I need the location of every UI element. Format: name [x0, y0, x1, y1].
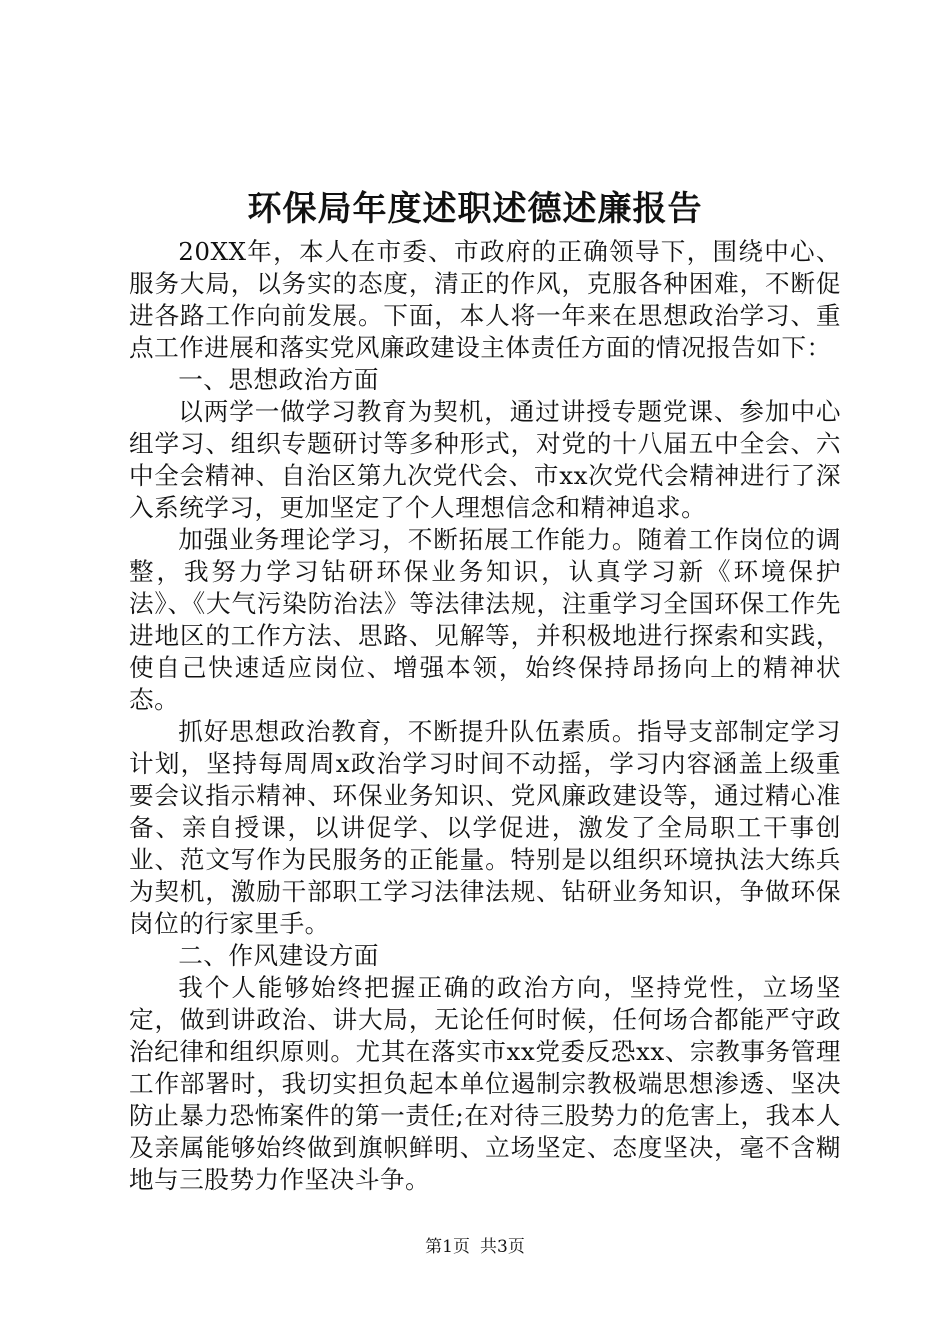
paragraph-political-education: 抓好思想政治教育，不断提升队伍素质。指导支部制定学习计划，坚持每周周x政治学习时间不动摇，学习内容涵盖上级重要会议指示精神、环保业务知识、党风廉政建设等，通过精心准备、亲自授课，以讲促学、以学促进，激发了全局职工干事创业、范文写作为民服务的正能量。特别是以组织环境执法大练兵为契机，激励干部职工学习法律法规、钻研业务知识，争做环保岗位的行家里手。: [129, 717, 841, 938]
paragraph-study: 以两学一做学习教育为契机，通过讲授专题党课、参加中心组学习、组织专题研讨等多种形式，对党的十八届五中全会、六中全会精神、自治区第九次党代会、市xx次党代会精神进行了深入系统学习，更加坚定了个人理想信念和精神追求。: [129, 397, 841, 522]
page-number: 第1页: [425, 1237, 470, 1257]
document-title: 环保局年度述职述德述廉报告: [247, 189, 703, 229]
page-total: 共3页: [480, 1237, 525, 1257]
paragraph-intro: 20XX年，本人在市委、市政府的正确领导下，围绕中心、服务大局，以务实的态度，清正的作风，克服各种困难，不断促进各路工作向前发展。下面，本人将一年来在思想政治学习、重点工作进展和落实党风廉政建设主体责任方面的情况报告如下：: [129, 237, 841, 362]
document-body: [129, 236, 841, 1196]
section-heading-ideology: 一、思想政治方面: [178, 365, 379, 394]
section-heading-work-style: 二、作风建设方面: [178, 941, 379, 970]
page-footer: [0, 1236, 950, 1258]
paragraph-political-direction: 我个人能够始终把握正确的政治方向，坚持党性，立场坚定，做到讲政治、讲大局，无论任何时候，任何场合都能严守政治纪律和组织原则。尤其在落实市xx党委反恐xx、宗教事务管理工作部署时，我切实担负起本单位遏制宗教极端思想渗透、坚决防止暴力恐怖案件的第一责任;在对待三股势力的危害上，我本人及亲属能够始终做到旗帜鲜明、立场坚定、态度坚决，毫不含糊地与三股势力作坚决斗争。: [129, 973, 841, 1194]
paragraph-business-theory: 加强业务理论学习，不断拓展工作能力。随着工作岗位的调整，我努力学习钻研环保业务知识，认真学习新《环境保护法》、《大气污染防治法》等法律法规，注重学习全国环保工作先进地区的工作方法、思路、见解等，并积极地进行探索和实践，使自己快速适应岗位、增强本领，始终保持昂扬向上的精神状态。: [129, 525, 841, 714]
